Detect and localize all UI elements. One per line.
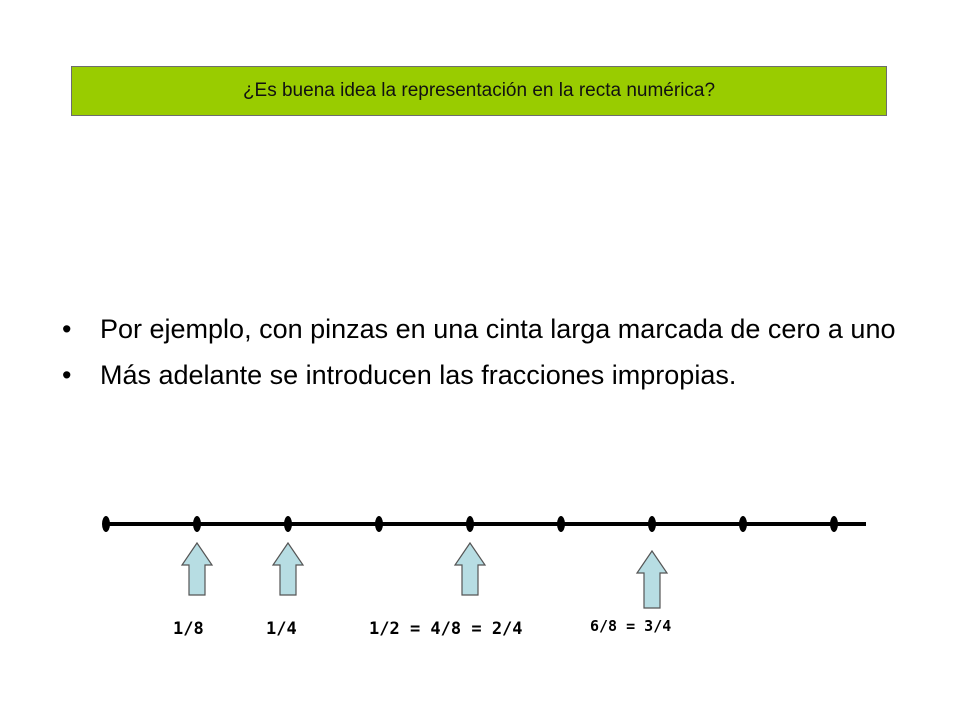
tick-mark — [739, 516, 747, 532]
tick-mark — [102, 516, 110, 532]
fraction-label-1-8: 1/8 — [173, 619, 204, 639]
tick-mark — [830, 516, 838, 532]
fraction-label-6-8: 6/8 = 3/4 — [590, 617, 672, 635]
pointer-arrow-icon — [273, 543, 303, 595]
pointer-arrow-icon — [182, 543, 212, 595]
bullet-dot: • — [62, 360, 72, 390]
tick-mark — [648, 516, 656, 532]
fraction-label-1-2: 1/2 = 4/8 = 2/4 — [369, 619, 523, 639]
tick-mark — [284, 516, 292, 532]
pointer-arrow-icon — [455, 543, 485, 595]
tick-mark — [466, 516, 474, 532]
bullet-text: Por ejemplo, con pinzas en una cinta larga marcada de cero a uno — [100, 314, 896, 344]
pointer-arrow-icon — [637, 551, 667, 608]
tick-mark — [557, 516, 565, 532]
bullet-text: Más adelante se introducen las fracciones impropias. — [100, 360, 737, 390]
fraction-label-1-4: 1/4 — [266, 619, 297, 639]
tick-mark — [375, 516, 383, 532]
bullet-dot: • — [62, 314, 72, 344]
tick-mark — [193, 516, 201, 532]
slide-title: ¿Es buena idea la representación en la recta numérica? — [242, 80, 716, 101]
